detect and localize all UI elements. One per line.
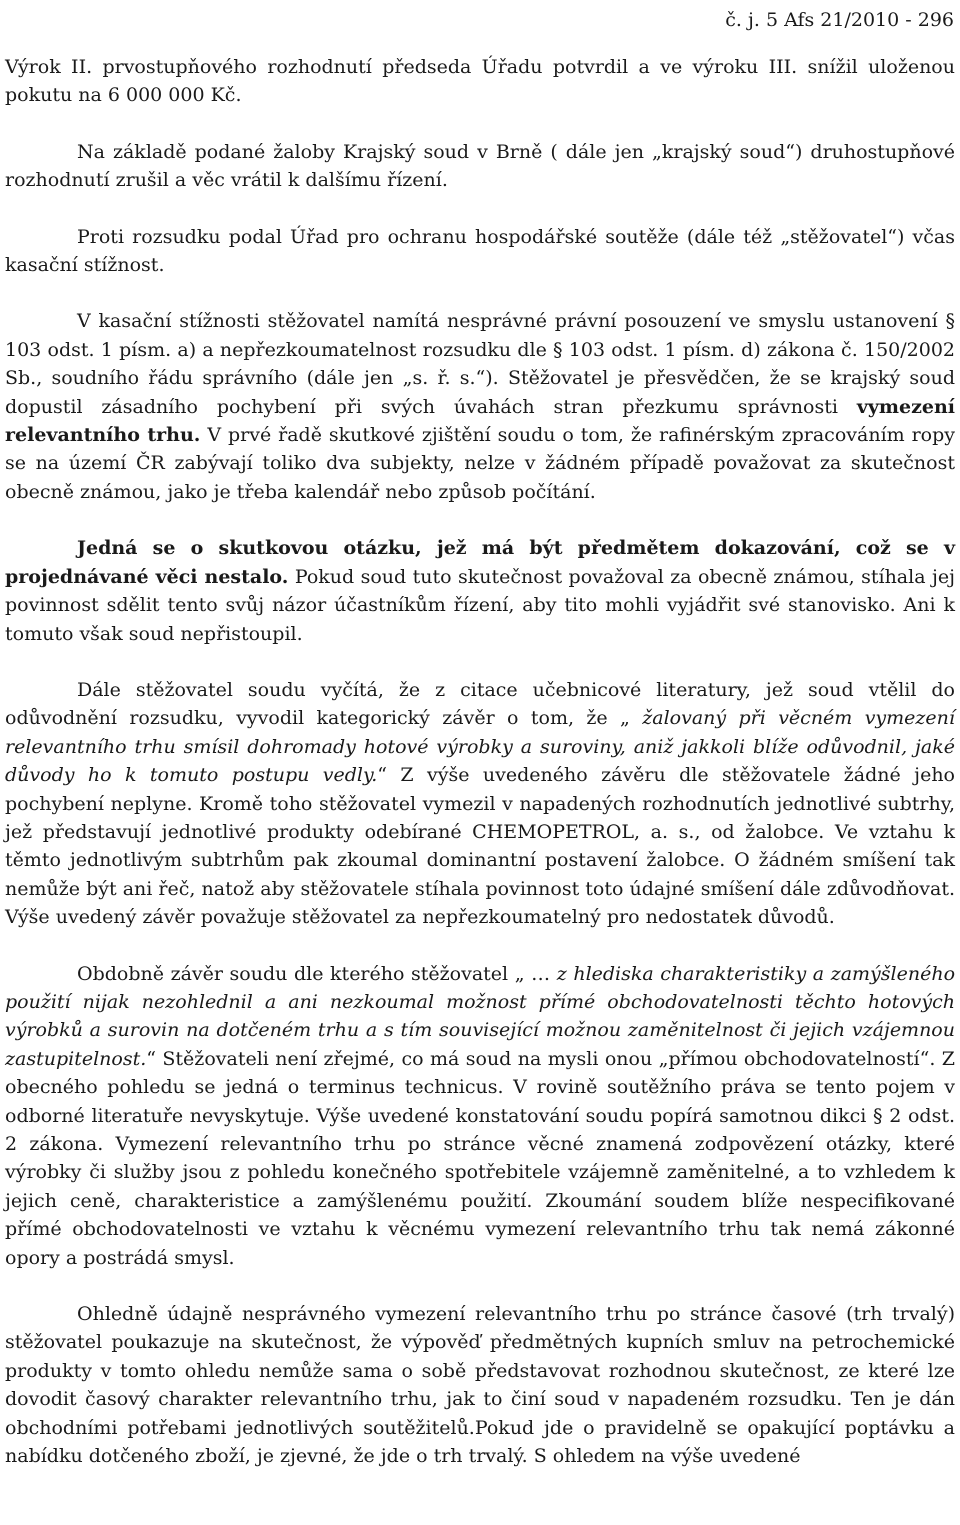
paragraph-7-rest: “ Stěžovateli není zřejmé, co má soud na mysli onou „přímou obchodovatelností“. Z obecného pohledu se jedná o terminus technicus. V rovině soutěžního práva se tento pojem v odborné literatuře nevyskytuje. Výše uvedené konstatování soudu popírá samotnou dikci § 2 odst. 2 zákona. Vymezení relevantního trhu po stránce věcné znamená zodpovězení otázky, které výrobky či služby jsou z pohledu konečného spotřebitele vzájemně zaměnitelné, a to vzhledem k jejich ceně, charakteristice a zamýšlenému použití. Zkoumání soudem blíže nespecifikované přímé obchodovatelnosti ve vztahu k věcnému vymezení relevantního trhu tak nemá zákonné opory a postrádá smysl.	[5, 1047, 955, 1269]
paragraph-3: Proti rozsudku podal Úřad pro ochranu hospodářské soutěže (dále též „stěžovatel“) včas kasační stížnost.	[5, 225, 955, 277]
case-reference: č. j. 5 Afs 21/2010 - 296	[725, 9, 954, 31]
paragraph-4	[5, 307, 955, 506]
paragraph-2: Na základě podané žaloby Krajský soud v Brně ( dále jen „krajský soud“) druhostupňové rozhodnutí zrušil a věc vrátil k dalšímu řízení.	[5, 140, 955, 192]
paragraph-4-bold: vymezení relevantního trhu.	[5, 395, 955, 447]
paragraph-7-quote: z hlediska charakteristiky a zamýšleného použití nijak nezohlednil a ani nezkoumal možnost přímé obchodovatelnosti těchto hotových výrobků a surovin na dotčeném trhu a s tím související možnou zaměnitelnost či jejich vzájemnou zastupitelnost.	[5, 962, 956, 1070]
paragraph-5	[5, 534, 955, 648]
paragraph-6-text: Dále stěžovatel soudu vyčítá, že z citace učebnicové literatury, jež soud vtělil do odůvodnění rozsudku, vyvodil kategorický závěr o tom, že „	[5, 678, 955, 730]
paragraph-6	[5, 676, 955, 932]
paragraph-5-rest: Pokud soud tuto skutečnost považoval za obecně známou, stíhala jej povinnost sdělit tento svůj názor účastníkům řízení, aby tito mohli vyjádřit své stanovisko. Ani k tomuto však soud nepřistoupil.	[5, 565, 955, 645]
paragraph-4-rest: V prvé řadě skutkové zjištění soudu o tom, že rafinérským zpracováním ropy se na území ČR zabývají toliko dva subjekty, nelze v žádném případě považovat za skutečnost obecně známou, jako je třeba kalendář nebo způsob počítání.	[5, 424, 955, 503]
paragraph-7	[5, 960, 955, 1272]
paragraph-7-text: Obdobně závěr soudu dle kterého stěžovatel „ …	[77, 962, 557, 985]
paragraph-1: Výrok II. prvostupňového rozhodnutí předseda Úřadu potvrdil a ve výroku III. snížil uloženou pokutu na 6 000 000 Kč.	[5, 56, 955, 107]
paragraph-6-quote: žalovaný při věcném vymezení relevantního trhu smísil dohromady hotové výrobky a suroviny, aniž jakkoli blíže odůvodnil, jaké důvody ho k tomuto postupu vedly.	[5, 707, 955, 787]
paragraph-6-rest: “ Z výše uvedeného závěru dle stěžovatele žádné jeho pochybení neplyne. Kromě toho stěžovatel vymezil v napadených rozhodnutích jednotlivé subtrhy, jež představují jednotlivé produkty odebírané CHEMOPETROL, a. s., od žalobce. Ve vztahu k těmto jednotlivým subtrhům pak zkoumal dominantní postavení žalobce. O žádném smíšení tak nemůže být ani řeč, natož aby stěžovatele stíhala povinnost toto údajné smíšení dále zdůvodňovat. Výše uvedený závěr považuje stěžovatel za nepřezkoumatelný pro nedostatek důvodů.	[5, 764, 955, 929]
paragraph-5-bold: Jedná se o skutkovou otázku, jež má být předmětem dokazování, což se v projednávané věci nestalo.	[5, 537, 955, 588]
paragraph-4-text: V kasační stížnosti stěžovatel namítá nesprávné právní posouzení ve smyslu ustanovení § 103 odst. 1 písm. a) a nepřezkoumatelnost rozsudku dle § 103 odst. 1 písm. d) zákona č. 150/2002 Sb., soudního řádu správního (dále jen „s. ř. s.“). Stěžovatel je přesvědčen, že se krajský soud dopustil zásadního pochybení při svých úvahách stran přezkumu správnosti	[5, 310, 955, 418]
paragraph-8: Ohledně údajně nesprávného vymezení relevantního trhu po stránce časové (trh trvalý) stěžovatel poukazuje na skutečnost, že výpověď předmětných kupních smluv na petrochemické produkty v tomto ohledu nemůže sama o sobě představovat rozhodnou skutečnost, ze které lze dovodit časový charakter relevantního trhu, jak to činí soud v napadeném rozsudku. Ten je dán obchodními potřebami jednotlivých soutěžitelů.Pokud jde o pravidelně se opakující poptávku a nabídku dotčeného zboží, je zjevné, že jde o trh trvalý. S ohledem na výše uvedené	[5, 1303, 955, 1468]
document-body	[5, 53, 955, 1498]
